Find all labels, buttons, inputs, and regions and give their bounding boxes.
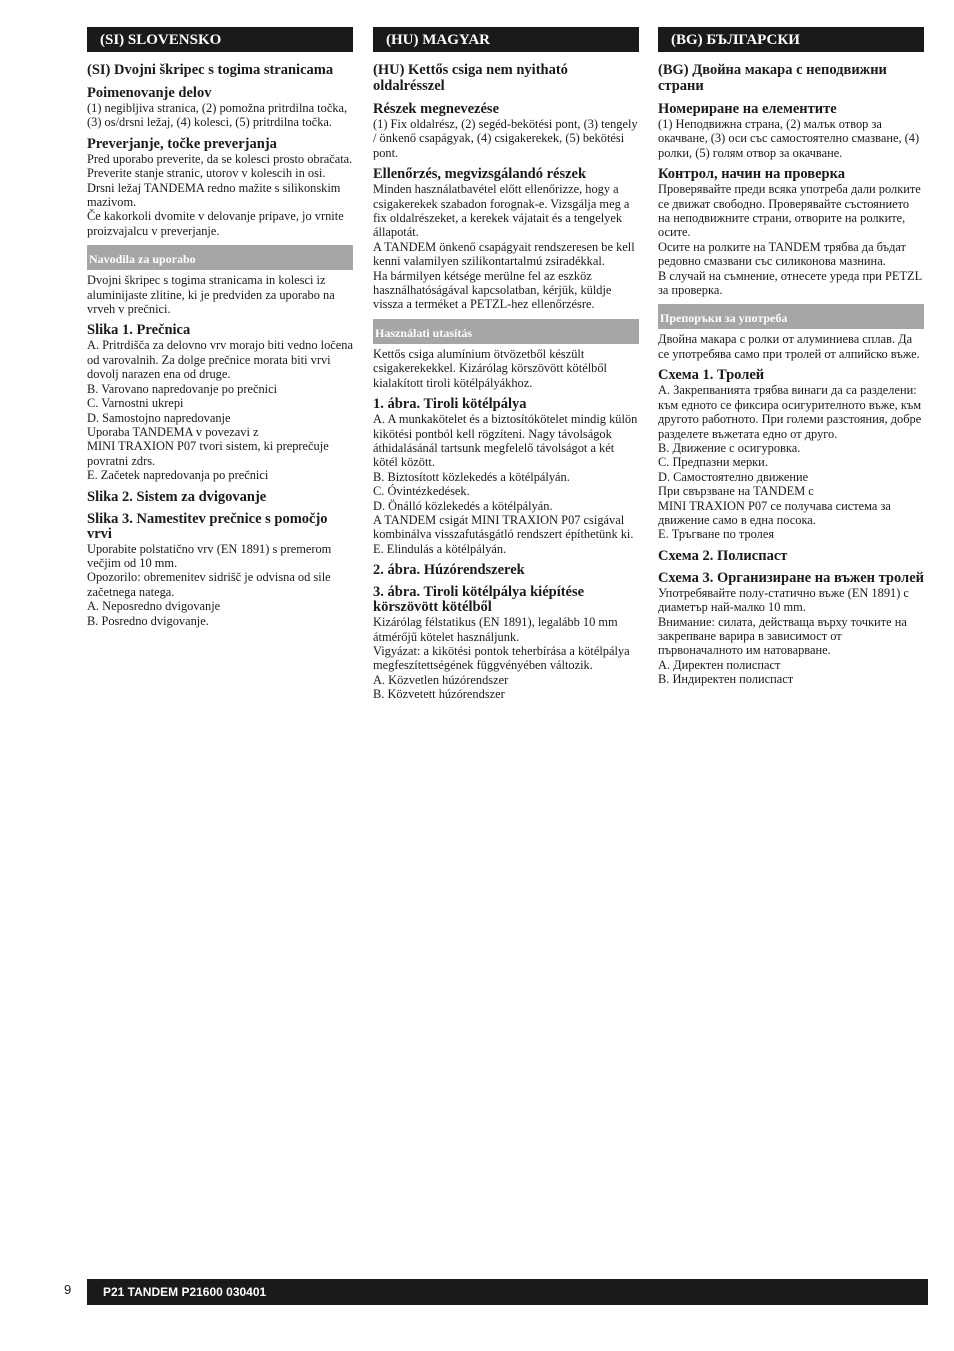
body-text: (1) negibljiva stranica, (2) pomožna pritrdilna točka, (3) os/drsni ležaj, (4) kolesci, (5) pritrdilna točka. — [87, 101, 348, 130]
section-heading: Slika 2. Sistem za dvigovanje — [87, 488, 267, 505]
section-heading: Ellenőrzés, megvizsgálandó részek — [373, 166, 587, 183]
language-header: (SI) SLOVENSKO — [87, 27, 353, 52]
instructions-band: Navodila za uporabo — [87, 245, 353, 270]
language-header: (BG) БЪЛГАРСКИ — [658, 27, 924, 52]
body-text: Kizárólag félstatikus (EN 1891), legalább 10 mm átmérőjű kötelet használjunk. Vigyázat: a kikötési pontok teherbírása a kötélpálya megfeszítettségének függvényében változik. A. Közvetlen húzórendszer B. Közvetett húzórendszer — [373, 615, 630, 702]
body-text: (1) Fix oldalrész, (2) segéd-bekötési pont, (3) tengely / önkenő csapágyak, (4) csigakerekek, (5) bekötési pont. — [373, 117, 638, 160]
section-heading: Poimenovanje delov — [87, 85, 212, 101]
section-heading: 2. ábra. Húzórendszerek — [373, 562, 525, 579]
section-heading: Номериране на елементите — [658, 101, 837, 117]
section-heading: Részek megnevezése — [373, 101, 500, 117]
page-number: 9 — [64, 1282, 72, 1297]
column-slovensko — [87, 27, 353, 628]
body-text: Употребявайте полу-статично въже (EN 1891) с диаметър най-малко 10 mm. Внимание: силата, действаща върху точките на закрепване варира в зависимост от първоначалното им натоварване. A. Директен полиспаст B. Индиректен полиспаст — [658, 585, 909, 687]
body-text: Uporabite polstatično vrv (EN 1891) s premerom večjim od 10 mm. Opozorilo: obremenitev sidrišč je odvisna od sile začetnega natega. A. Neposredno dvigovanje B. Posredno dvigovanje. — [87, 541, 332, 628]
body-text: Kettős csiga alumínium ötvözetből készült csigakerekekkel. Kizárólag körszövött kötélből kialakított tiroli kötélpályákhoz. — [373, 346, 607, 390]
body-text: Minden használatbavétel előtt ellenőrizze, hogy a csigakerekek szabadon forognak-e. Vizsgálja meg a fix oldalrészeket, a kerekek vájatait és a tengelyek állapotát. A TANDEM önkenő csapágyait rendszeresen be kell kenni valamilyen szilikontartalmú zsiradékkal. Ha bármilyen kétsége merülne fel az eszköz használhatóságával kapcsolatban, kérjük, küldje vissza a terméket a PETZL-hez ellenőrzésre. — [373, 182, 635, 312]
body-text: A. Закрепванията трябва винаги да са разделени: към едното се фиксира осигурителното въже, към другото работното. При големи разстояния, добре разделете въжетата едно от друго. B. Движение с осигуровка. C. Предпазни мерки. D. Самостоятелно движение При свързване на TANDEM с MINI TRAXION P07 се получава система за движение само в една посока. E. Тръгване по тролея — [658, 383, 922, 542]
column-magyar — [373, 27, 639, 702]
body-text: Проверявайте преди всяка употреба дали ролките се движат свободно. Проверявайте състоянието на неподвижните страни, отворите на ролките, осите. Осите на ролките на TANDEM трябва да бъдат редовно смазвани със силиконова мазнина. В случай на съмнение, отнесете уреда при PETZL за проверка. — [658, 182, 922, 298]
section-heading: Схема 2. Полиспаст — [658, 547, 788, 564]
body-text: Двойна макара с ролки от алуминиева сплав. Да се употребява само при тролей от алпийско въже. — [658, 332, 920, 361]
footer-product-code: P21 TANDEM P21600 030401 — [87, 1279, 928, 1305]
section-heading: 3. ábra. Tiroli kötélpálya kiépítése körszövött kötélből — [373, 584, 585, 616]
body-text: Dvojni škripec s togima stranicama in kolesci iz aluminijaste zlitine, ki je predviden za uporabo na vrveh v prečnici. — [87, 273, 335, 317]
instructions-band: Препоръки за употреба — [658, 304, 924, 329]
section-heading: Slika 3. Namestitev prečnice s pomočjo vrvi — [87, 510, 328, 542]
section-heading: 1. ábra. Tiroli kötélpálya — [373, 396, 527, 413]
column-bulgarski — [658, 27, 924, 687]
product-title: (SI) Dvojni škripec s togima stranicama — [87, 62, 334, 78]
section-heading: Контрол, начин на проверка — [658, 166, 845, 183]
section-heading: Preverjanje, točke preverjanja — [87, 135, 277, 152]
instructions-band: Használati utasítás — [373, 319, 639, 344]
product-title: (HU) Kettős csiga nem nyitható oldalrésszel — [373, 62, 568, 94]
body-text: A. A munkakötelet és a biztosítókötelet mindig külön kikötési pontból kell rögzíteni. Nagy távolságok áthidalásánál tartsunk megfelelő távolságot a két kötél között. B. Biztosított közlekedés a kötélpályán. C. Óvintézkedések. D. Önálló közlekedés a kötélpályán. A TANDEM csigát MINI TRAXION P07 csigával kombinálva visszafutásgátló rendszert építhetünk ki. E. Elindulás a kötélpályán. — [373, 412, 638, 556]
section-heading: Slika 1. Prečnica — [87, 322, 191, 339]
body-text: Pred uporabo preverite, da se kolesci prosto obračata. Preverite stanje stranic, utorov v kolescih in osi. Drsni ležaj TANDEMA redno mažite s silikonskim mazivom. Če kakorkoli dvomite v delovanje pripave, jo vrnite proizvajalcu v preverjanje. — [87, 151, 353, 238]
section-heading: Схема 1. Тролей — [658, 367, 765, 384]
product-title: (BG) Двойна макара с неподвижни страни — [658, 62, 887, 94]
body-text: (1) Неподвижна страна, (2) малък отвор за окачване, (3) оси със самостоятелно смазване, (4) ролки, (5) голям отвор за окачване. — [658, 117, 920, 160]
section-heading: Схема 3. Организиране на въжен тролей — [658, 569, 924, 586]
language-header: (HU) MAGYAR — [373, 27, 639, 52]
body-text: A. Pritrdišča za delovno vrv morajo biti vedno ločena od varovalnih. Za dolge prečnice morata biti vrvi dovolj narazen ena od druge. B. Varovano napredovanje po prečnici C. Varnostni ukrepi D. Samostojno napredovanje Uporaba TANDEMA v povezavi z MINI TRAXION P07 tvori sistem, ki preprečuje povratni zdrs. E. Začetek napredovanja po prečnici — [87, 338, 353, 483]
